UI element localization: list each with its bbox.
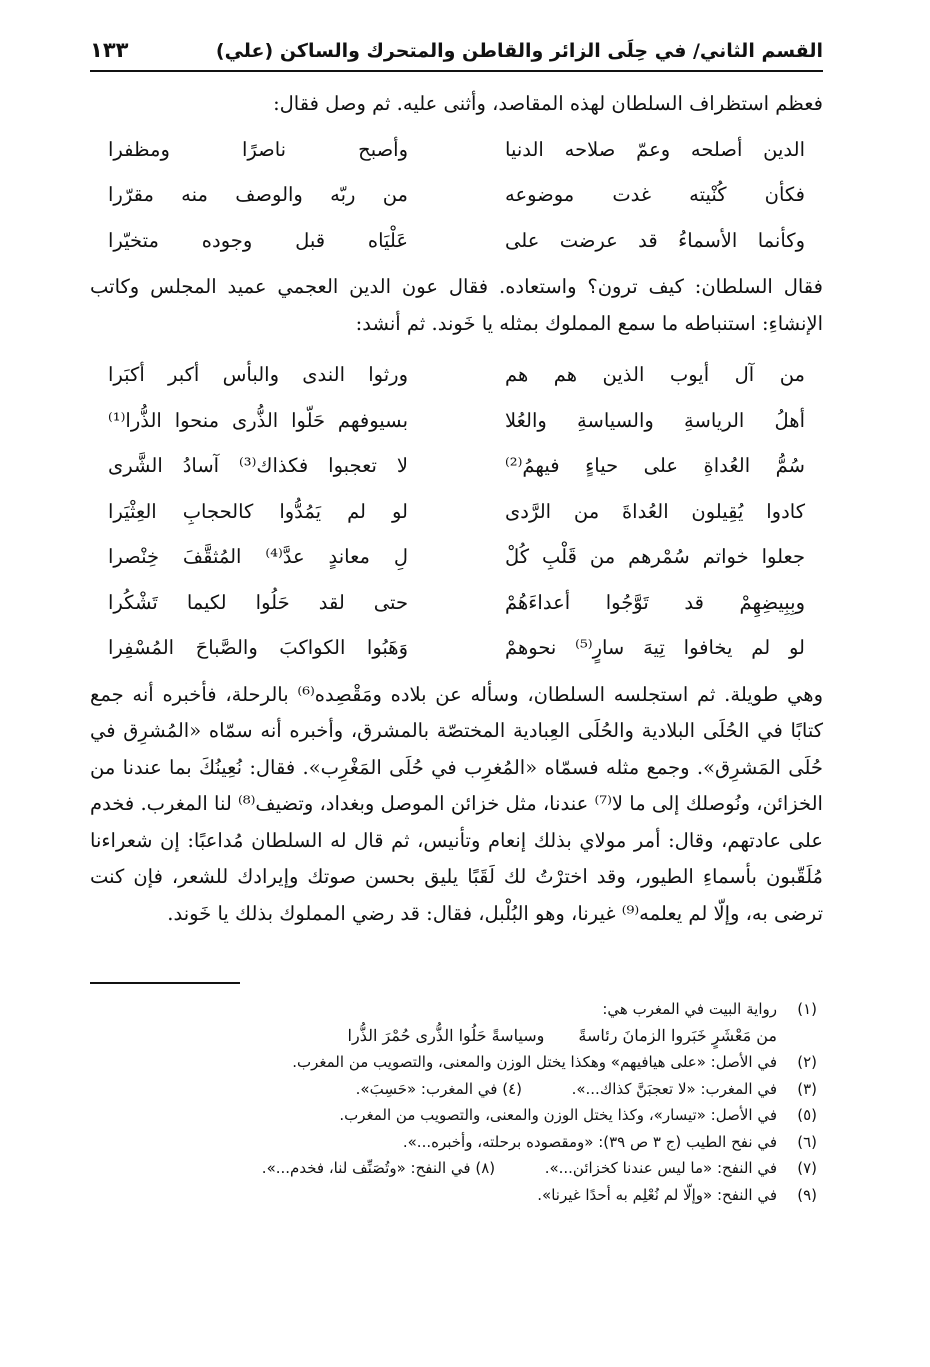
verse-second-hemistich: من ربّه والوصف منه مقرّرا: [108, 183, 408, 206]
verse: [90, 127, 823, 173]
book-page: [90, 34, 823, 1208]
verse-first-hemistich: من آل أيوب الذين هم هم: [505, 363, 805, 386]
verse: [90, 625, 823, 671]
footnote-verse-second: وسياسةً حَلُوا الذُّرى حُمْرَ الذُّرا: [347, 1025, 545, 1045]
footnote-text: في نفح الطيب (ج ٣ ص ٣٩): «ومقصوده برحلته، وأخبره...».: [402, 1132, 777, 1151]
verse-second-hemistich: لا تعجبوا فكذاك⁽³⁾ آسادُ الشَّرى: [108, 454, 408, 477]
footnote-number: (٣): [797, 1079, 817, 1098]
running-header: [90, 34, 823, 72]
verse-second-hemistich: بسيوفهم حَلّوا الذُّرى منحوا الذُّرا⁽¹⁾: [108, 408, 408, 432]
footnote-text: في الأصل: «تيسار»، وكذا يختل الوزن والمعنى، والتصويب من المغرب.: [339, 1106, 777, 1124]
footnote-number: (١): [797, 1000, 817, 1018]
verse: [90, 398, 823, 444]
poem-1: [90, 127, 823, 264]
footnote-verse-first: من مَعْشَرٍ خَبَروا الزمانَ رئاسةً: [578, 1025, 777, 1045]
footnote-number: (٩): [797, 1185, 817, 1204]
footnote-number: (٤): [502, 1079, 523, 1098]
verse: [90, 352, 823, 398]
verse-first-hemistich: لو لم يخافوا تِيهَ سارٍ⁽⁵⁾ نحوهمْ: [505, 636, 805, 659]
poem-2: [90, 352, 823, 671]
verse-first-hemistich: كادوا يُقِيلون العُداةَ من الرَّدى: [505, 499, 805, 523]
paragraph-3: وهي طويلة. ثم استجلسه السلطان، وسأله عن بلاده ومَقْصِده⁽⁶⁾ بالرحلة، فأخبره أنه جمع كتابًا في الحُلَى البلادية والحُلَى العِبادية المختصّة بالمشرق، وأخبره أنه سمّاه «المُشرِق في حُلَى المَشرِق». وجمع مثله فسمّاه «المُغرِب في حُلَى المَغْرِب». فقال: نُعِينُكَ بما عندنا من الخزائن، ونُوصلك إلى ما لا⁽⁷⁾ عندنا، مثل خزائن الموصل وبغداد، وتضيف⁽⁸⁾ لنا المغرب. فخدم على عادتهم، وقال: أمر مولاي بذلك إنعام وتأنيس، ثم قال له السلطان مُداعبًا: إن شعراءنا مُلَقّبون بأسماءِ الطيور، وقد اخترْتُ لك لَقَبًا يليق بحسن صوتك وإيرادك للشعر، فإن كنت ترضى به، وإلّا لم يعلمه⁽⁹⁾ غيرنا، وهو البُلْبل، فقال: قد رضي المملوك بذلك يا خَوند.: [90, 682, 823, 925]
footnotes: [90, 996, 823, 1208]
verse: [90, 534, 823, 580]
footnote: [90, 1102, 823, 1129]
footnote-text: في النفح: «وإلّا لم نُعْلِم به أحدًا غيرنا».: [537, 1185, 777, 1204]
paragraph-1: فعظم استظراف السلطان لهذه المقاصد، وأثنى عليه. ثم وصل فقال:: [273, 92, 823, 115]
verse: [90, 580, 823, 626]
verse-first-hemistich: سُمُّ العُداةِ على حياءٍ فيهمُ⁽²⁾: [505, 454, 805, 477]
verse-second-hemistich: حتى لقد حَلُوا لكيما تَشْكُرا: [108, 590, 408, 614]
verse-first-hemistich: أهلُ الرياسةِ والسياسةِ والعُلا: [505, 408, 805, 432]
verse-second-hemistich: لو لم يَمُدُّوا كالحجابِ العِثْيَرا: [108, 499, 408, 523]
footnote-number: (٢): [797, 1053, 817, 1071]
verse-second-hemistich: عَلْيَاه قبل وجوده متخيّرا: [108, 228, 408, 252]
verse-second-hemistich: وَهَبُوا الكواكبَ والصَّباحَ المُسْفِرا: [108, 636, 408, 659]
footnote-text: رواية البيت في المغرب هي:: [602, 1000, 777, 1018]
footnote: [90, 1155, 823, 1182]
footnote-text: في الأصل: «على هيافيهم» وهكذا يختل الوزن والمعنى، والتصويب من المغرب.: [292, 1053, 777, 1071]
footnote-text: في النفح: «ما ليس عندنا كخزائن...».: [544, 1159, 777, 1177]
footnote: [90, 996, 823, 1023]
verse: [90, 489, 823, 535]
verse: [90, 172, 823, 218]
page-number: ١٣٣: [90, 38, 129, 62]
footnote-number: (٥): [797, 1106, 817, 1124]
footnote-number: (٨): [475, 1159, 496, 1177]
footnote: [90, 1049, 823, 1076]
verse: [90, 443, 823, 489]
verse-first-hemistich: وكأنما الأسماءُ قد عرضت على: [505, 228, 805, 252]
verse: [90, 218, 823, 264]
verse-second-hemistich: لِ معاندٍ عدَّ⁽⁴⁾ المُثقَّفَ خِنْصرا: [108, 545, 409, 568]
footnote-text: في النفح: «وتُصَنِّف لنا، فخدم...».: [261, 1159, 471, 1177]
verse-first-hemistich: الدين أصلحه وعمّ صلاحه الدنيا: [505, 137, 805, 161]
footnote-verse: [90, 1023, 823, 1050]
footnote-text: في المغرب: «لا تعجبَنَّ كذاك...».: [571, 1079, 777, 1098]
verse-first-hemistich: جعلوا خواتم سُمْرهم من قَلْبِ كُلْ: [505, 545, 805, 568]
verse-first-hemistich: فكأن كُنْيته غدت موضوعه: [505, 183, 805, 206]
paragraph-2: فقال السلطان: كيف ترون؟ واستعاده. فقال عون الدين العجمي عميد المجلس وكاتب الإنشاءِ: استنباطه ما سمع المملوك بمثله يا خَوند. ثم أنشد:: [90, 275, 823, 335]
footnote: [90, 1076, 823, 1103]
verse-second-hemistich: ورثوا الندى والبأس أكبر أكبَرا: [108, 363, 408, 386]
footnote: [90, 1129, 823, 1156]
header-title: القسم الثاني/ في حِلَى الزائر والقاطن والمتحرك والساكن (علي): [215, 40, 823, 62]
footnote-separator: [90, 982, 240, 984]
verse-second-hemistich: وأصبح ناصرًا ومظفرا: [108, 137, 408, 161]
footnote: [90, 1182, 823, 1209]
footnote-number: (٧): [797, 1159, 817, 1177]
footnote-text: في المغرب: «حَسِبَ».: [355, 1079, 498, 1098]
footnote-number: (٦): [797, 1132, 817, 1151]
verse-first-hemistich: وبِبِيضِهِمْ قد تَوَّجُوا أعداءَهُمْ: [505, 590, 805, 614]
